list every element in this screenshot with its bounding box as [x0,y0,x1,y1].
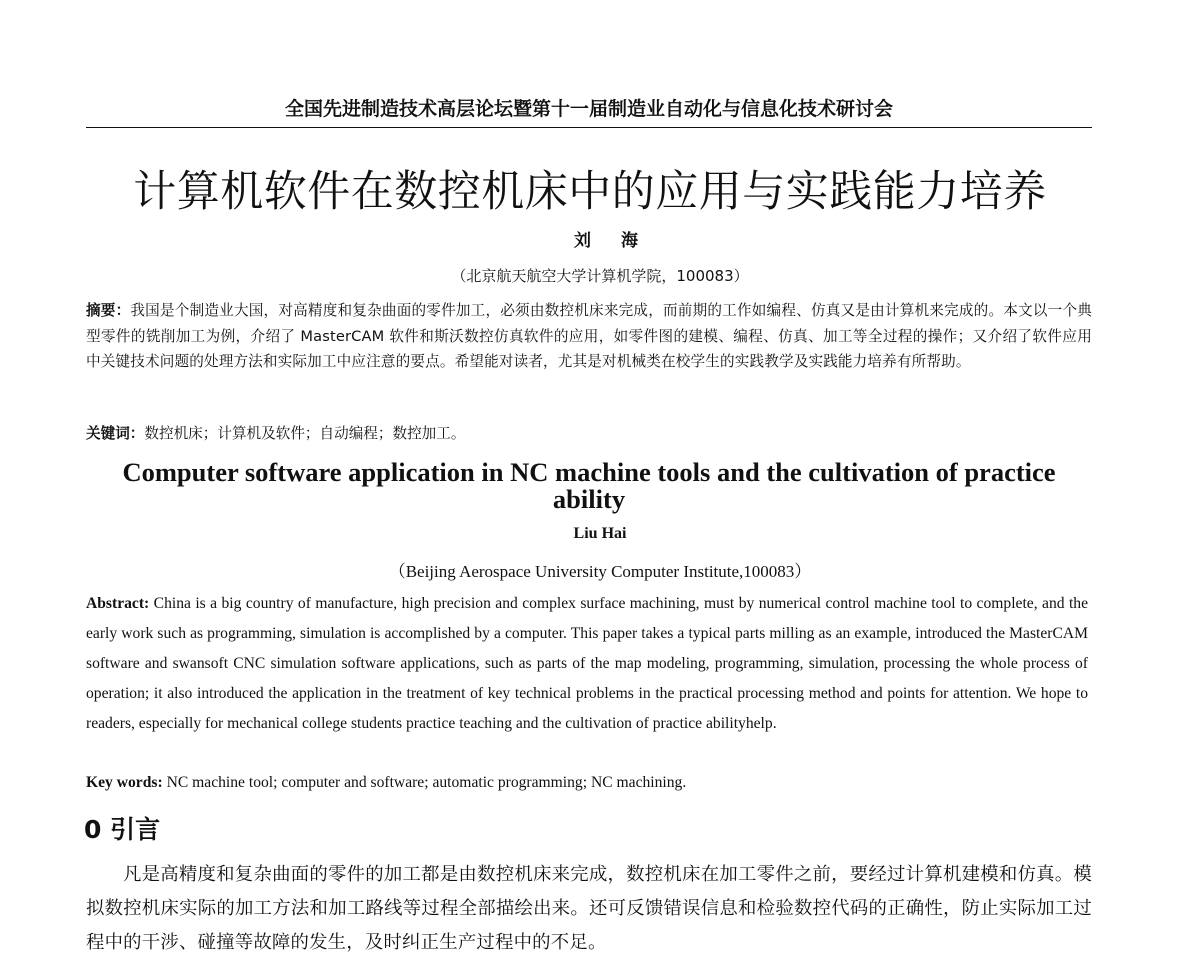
chinese-abstract-label: 摘要： [86,302,131,319]
section-heading-introduction: 0 引言 [84,815,161,844]
chinese-abstract [86,298,1092,375]
chinese-title: 计算机软件在数控机床中的应用与实践能力培养 [133,167,1047,217]
english-author: Liu Hai [573,525,627,542]
header-rule [86,127,1092,128]
chinese-abstract-text: 我国是个制造业大国，对高精度和复杂曲面的零件加工，必须由数控机床来完成，而前期的工作如编程、仿真又是由计算机来完成的。本文以一个典型零件的铣削加工为例，介绍了 MasterCAM 软件和斯沃数控仿真软件的应用，如零件图的建模、编程、仿真、加工等全过程的操作；又介绍了软件应用中关键技术问题的处理方法和实际加工中应注意的要点。希望能对读者，尤其是对机械类在校学生的实践教学及实践能力培养有所帮助。 [86,302,1092,370]
running-head: 全国先进制造技术高层论坛暨第十一届制造业自动化与信息化技术研讨会 [284,98,893,120]
english-abstract-label: Abstract: [86,595,150,612]
chinese-affiliation: （北京航天航空大学计算机学院，100083） [451,267,749,285]
chinese-keywords-text: 数控机床；计算机及软件；自动编程；数控加工。 [144,425,466,442]
english-affiliation: （Beijing Aerospace University Computer Institute,100083） [388,562,812,581]
chinese-keywords-label: 关键词： [86,425,145,442]
chinese-author: 刘 海 [574,231,650,251]
introduction-paragraph: 凡是高精度和复杂曲面的零件的加工都是由数控机床来完成，数控机床在加工零件之前，要经过计算机建模和仿真。模拟数控机床实际的加工方法和加工路线等过程全部描绘出来。还可反馈错误信息和检验数控代码的正确性，防止实际加工过程中的干涉、碰撞等故障的发生，及时纠正生产过程中的不足。 [86,864,1092,953]
chinese-keywords [86,421,1092,446]
english-keywords-label: Key words: [86,774,163,791]
english-keywords [86,770,1092,796]
english-keywords-text: NC machine tool; computer and software; automatic programming; NC machining. [166,774,687,791]
english-abstract [86,589,1088,739]
english-abstract-text: China is a big country of manufacture, high precision and complex surface machining, must by numerical control machine tool to complete, and the early work such as programming, simulation is accomplished by a computer. This paper takes a typical parts milling as an example, introduced the MasterCAM software and swansoft CNC simulation software applications, such as parts of the map modeling, programming, simulation, processing the whole process of operation; it also introduced the application in the treatment of key technical problems in the practical processing method and points for attention. We hope to readers, especially for mechanical college students practice teaching and the cultivation of practice abilityhelp. [86,595,1089,732]
english-title: Computer software application in NC machine tools and the cultivation of practice ability [122,457,1056,514]
